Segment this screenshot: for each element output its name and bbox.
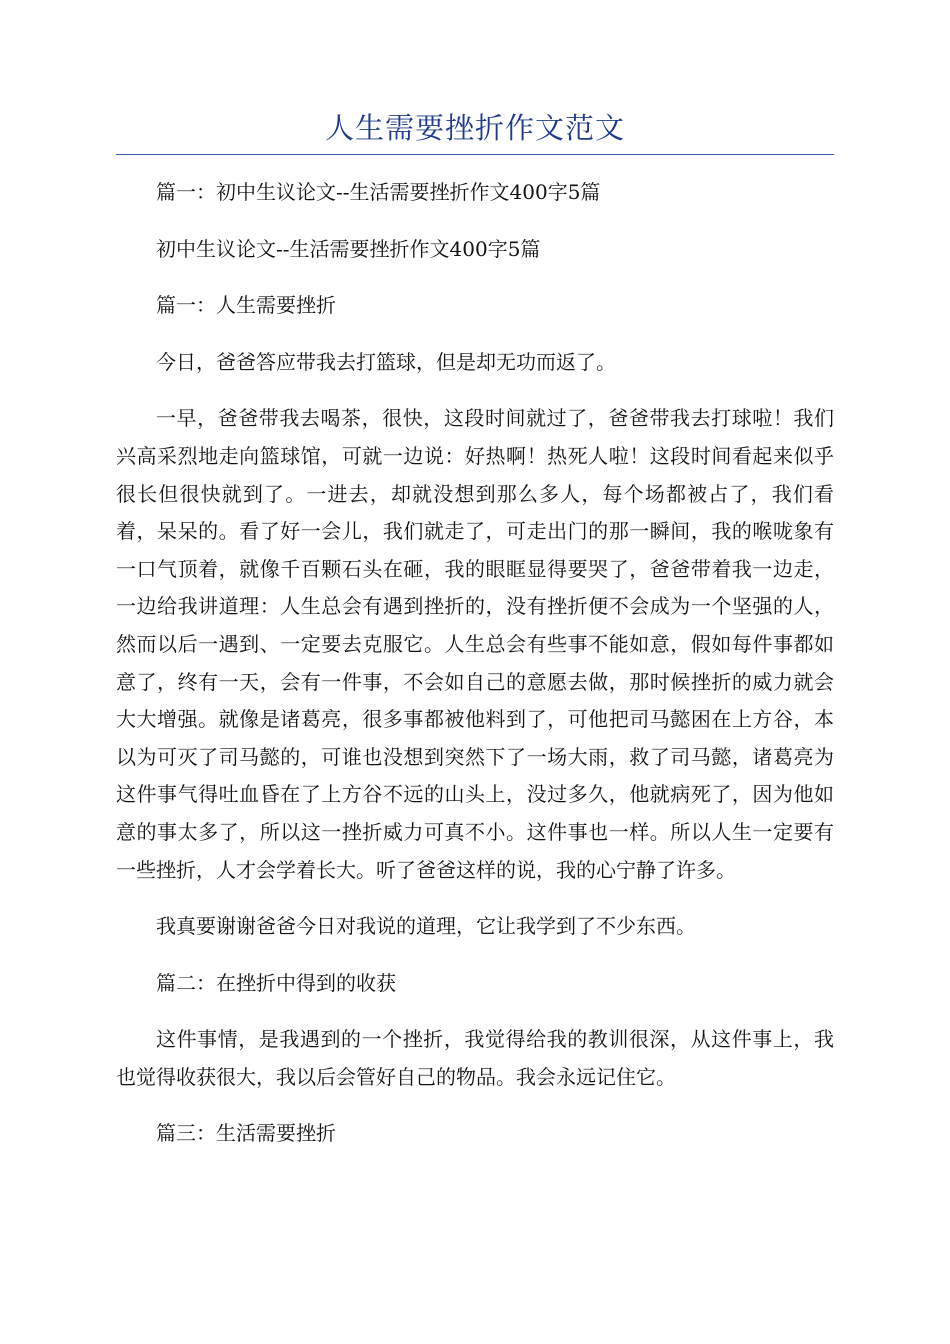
- document-body: [116, 174, 834, 1172]
- paragraph-1: 篇一：初中生议论文--生活需要挫折作文400字5篇: [156, 180, 601, 204]
- paragraph-6: 我真要谢谢爸爸今日对我说的道理，它让我学到了不少东西。: [156, 914, 696, 939]
- paragraph-9: 篇三：生活需要挫折: [156, 1121, 336, 1146]
- paragraph-4: 今日，爸爸答应带我去打篮球，但是却无功而返了。: [156, 349, 616, 374]
- document-title: 人生需要挫折作文范文: [324, 111, 625, 145]
- paragraph-7: 篇二：在挫折中得到的收获: [156, 970, 396, 995]
- paragraph-8: 这件事情，是我遇到的一个挫折，我觉得给我的教训很深，从这件事上，我也觉得收获很大，我以后会管好自己的物品。我会永远记住它。: [116, 1027, 834, 1089]
- paragraph-3: 篇一：人生需要挫折: [156, 293, 336, 318]
- paragraph-2: 初中生议论文--生活需要挫折作文400字5篇: [156, 236, 541, 261]
- paragraph-5: 一早，爸爸带我去喝茶，很快，这段时间就过了，爸爸带我去打球啦！我们兴高采烈地走向篮球馆，可就一边说：好热啊！热死人啦！这段时间看起来似乎很长但很快就到了。一进去，却就没想到那么多人，每个场都被占了，我们看着，呆呆的。看了好一会儿，我们就走了，可走出门的那一瞬间，我的喉咙象有一口气顶着，就像千百颗石头在砸，我的眼眶显得要哭了，爸爸带着我一边走，一边给我讲道理：人生总会有遇到挫折的，没有挫折便不会成为一个坚强的人，然而以后一遇到、一定要去克服它。人生总会有些事不能如意，假如每件事都如意了，终有一天，会有一件事，不会如自己的意愿去做，那时候挫折的威力就会大大增强。就像是诸葛亮，很多事都被他料到了，可他把司马懿困在上方谷，本以为可灭了司马懿的，可谁也没想到突然下了一场大雨，救了司马懿，诸葛亮为这件事气得吐血昏在了上方谷不远的山头上，没过多久，他就病死了，因为他如意的事太多了，所以这一挫折威力可真不小。这件事也一样。所以人生一定要有一些挫折，人才会学着长大。听了爸爸这样的说，我的心宁静了许多。: [116, 406, 834, 882]
- title-underline: [116, 154, 834, 155]
